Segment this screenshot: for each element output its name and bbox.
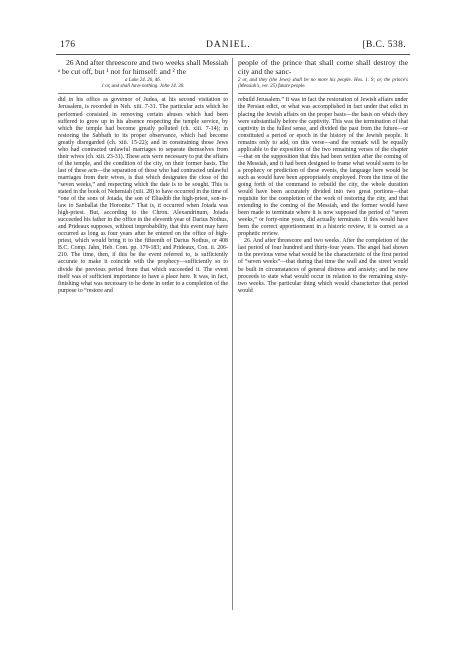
verse-text-right: people of the prince that shall come shall destroy the city and the sanc- — [238, 58, 408, 76]
commentary-paragraph: 26. And after threescore and two weeks. After the completion of the last period of four hundred and thirty-four years. The angel had shown in the previous verse what would be the characteristic of the first period of “seven weeks”—that during that time the wall and the street would be built in circumstances of general distress and anxiety; and he now proceeds to state what would occur in relation to the remaining sixty-two weeks. The particular thing which would characterize that period would — [238, 238, 408, 294]
verse-text-left: 26 And after threescore and two weeks shall Messiah ᵃ be cut off, but ¹ not for himself: and ² the — [58, 58, 228, 76]
page-number: 176 — [60, 40, 76, 50]
scripture-verse-right — [238, 58, 408, 76]
scripture-verse-left — [58, 58, 228, 76]
cross-reference: a Luke 24. 26, 46. — [125, 78, 161, 83]
running-header — [56, 40, 410, 54]
marginal-note: 1 or, and shall have nothing. John 14. 30. — [101, 84, 185, 90]
date-reference: [B.C. 538. — [362, 40, 406, 50]
commentary-right — [238, 97, 408, 294]
right-column — [238, 58, 408, 295]
footnotes-right — [238, 78, 408, 90]
commentary-paragraph: rebuild Jerusalem.” It was in fact the restoration of Jewish affairs under the Persian edict, or what was accomplished in fact under that edict in placing the Jewish affairs on the proper basis—the basis on which they were substantially before the captivity. This was the termination of that captivity in the fullest sense, and divided the past from the future—or constituted a period or epoch in the history of the Jewish people. It remains only to add, on this verse—and the remark will be equally applicable to the exposition of the two remaining verses of the chapter—that on the supposition that this had been written after the coming of the Messiah, and it had been designed to frame what would seem to be a prophecy or prediction of these events, the language here would be such as would have been appropriately employed. From the time of the going forth of the command to rebuild the city, the whole duration would have been accurately divided into two great portions—that requisite for the completion of the work of restoring the city, and that extending to the coming of the Messiah, and the former would have been made to terminate where it is now supposed the period of “seven weeks,” or forty-nine years, did actually terminate. If this would have been the correct apportionment in a historic review, it is correct as a prophetic review. — [238, 97, 408, 238]
header-rule — [56, 54, 410, 55]
commentary-paragraph: did in his office as governor of Judea, at his second visitation to Jerusalem, is recorded in Neh. xiii. 7-31. The particular acts which he performed consisted in removing certain abuses which had been suffered to grow up in his absence respecting the temple service, by which the temple had become greatly polluted (ch. xiii. 7-14); in restoring the Sabbath to its proper observance, which had become greatly disregarded (ch. xiii. 15-22); and in constraining those Jews who had contracted unlawful marriages to separate themselves from their wives (ch. xiii. 23-31). These acts were necessary to put the affairs of the temple, and the condition of the city, on their former basis. The last of these acts—the separation of those who had contracted unlawful marriages from their wives, is that which designates the close of the “seven weeks,” and respecting which the date is to be sought. This is stated in the book of Nehemiah (xiii. 28) to have occurred in the time of “one of the sons of Joiada, the son of Eliashib the high-priest, son-in-law to Sanballat the Horonite.” That is, it occurred when Joiada was high-priest. But, according to the Chron. Alexandrinum, Joiada succeeded his father in the office in the eleventh year of Darius Nothus, and Prideaux supposes, without improbability, that this event may have occurred as long as four years after he entered on the office of high-priest, which would bring it to the fifteenth of Darius Nothus, or 408 B.C. Comp. Jahn, Heb. Com. pp. 179-183; and Prideaux, Con. ii. 206-210. The time, then, if this be the event referred to, is sufficiently accurate to make it coincide with the prophecy—sufficiently so to divide the previous period from that which succeeded it. The event itself was of sufficient importance to have a place here. It was, in fact, finishing what was necessary to be done in order to a completion of the purpose to “restore and — [58, 97, 228, 294]
footnote-rule-right — [238, 93, 408, 94]
running-title: DANIEL. — [206, 40, 251, 50]
marginal-note-right: 2 or, and they (the Jews) shall be no more his people. Hos. 1. 9; or, the prince's (Messiah's, ver. 25) future people. — [238, 78, 408, 90]
commentary-left — [58, 97, 228, 294]
footnotes-left — [58, 78, 228, 90]
book-page — [56, 40, 410, 610]
column-divider — [232, 58, 233, 610]
left-column — [58, 58, 228, 295]
footnote-rule-left — [58, 93, 228, 94]
